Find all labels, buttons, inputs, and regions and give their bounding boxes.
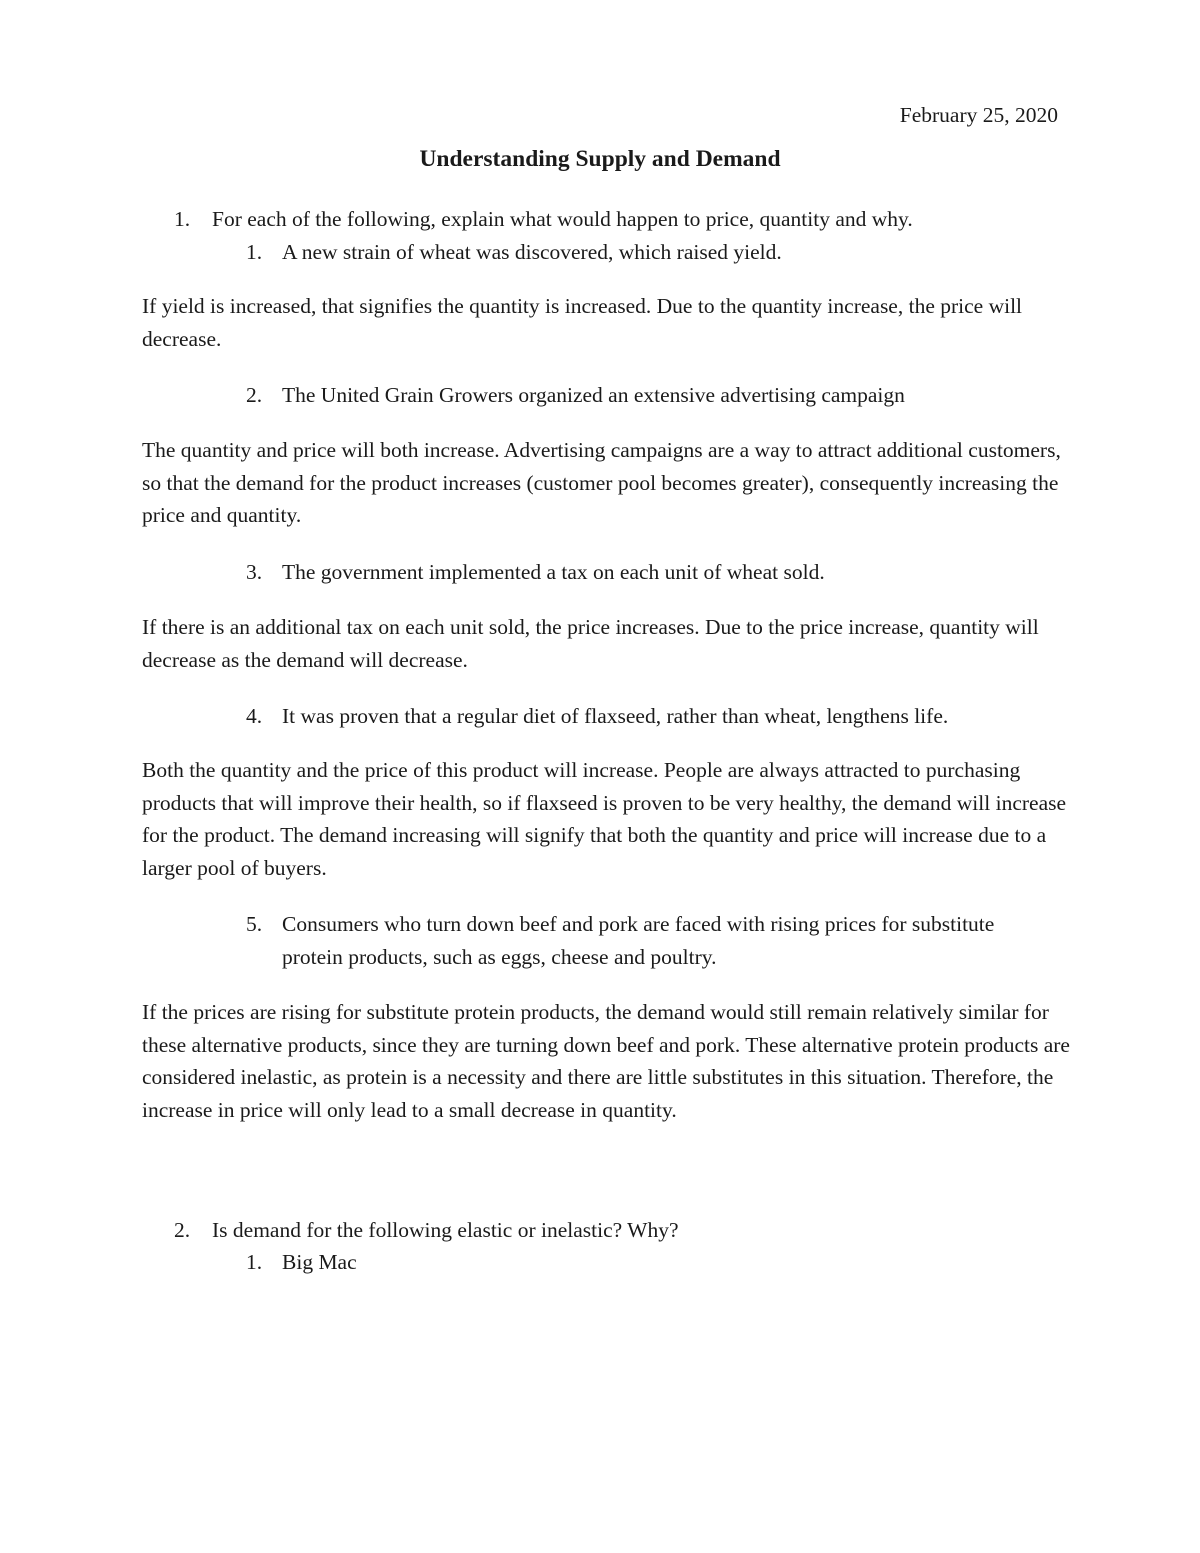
answer-5: If the prices are rising for substitute protein products, the demand would still remain relatively similar for these alternative products, since they are turning down beef and pork. These alternative protein products are considered inelastic, as protein is a necessity and there are little substitutes in this situation. Therefore, the increase in price will only lead to a small decrease in quantity.	[142, 1000, 1070, 1122]
document-date: February 25, 2020	[899, 103, 1058, 127]
question-2-number: 2.	[174, 1218, 191, 1242]
item-5-text: Consumers who turn down beef and pork are faced with rising prices for substitute protein products, such as eggs, cheese and poultry.	[282, 912, 995, 969]
item-4-number: 4.	[246, 704, 263, 728]
q2-item-1-text: Big Mac	[282, 1250, 357, 1274]
item-2-number: 2.	[246, 383, 263, 407]
answer-2: The quantity and price will both increase. Advertising campaigns are a way to attract additional customers, so that the demand for the product increases (customer pool becomes greater), consequently increasing the price and quantity.	[142, 438, 1061, 527]
item-1-number: 1.	[246, 240, 263, 264]
question-1-text: For each of the following, explain what would happen to price, quantity and why.	[212, 207, 913, 231]
answer-1: If yield is increased, that signifies the quantity is increased. Due to the quantity increase, the price will decrease.	[142, 294, 1023, 351]
item-1-text: A new strain of wheat was discovered, which raised yield.	[282, 240, 782, 264]
answer-3: If there is an additional tax on each unit sold, the price increases. Due to the price increase, quantity will decrease as the demand will decrease.	[142, 615, 1039, 672]
item-4-text: It was proven that a regular diet of flaxseed, rather than wheat, lengthens life.	[282, 704, 949, 728]
question-1-number: 1.	[174, 207, 191, 231]
q2-item-1-number: 1.	[246, 1250, 263, 1274]
question-2-text: Is demand for the following elastic or inelastic? Why?	[212, 1218, 679, 1242]
item-5-number: 5.	[246, 912, 263, 936]
item-3-number: 3.	[246, 560, 263, 584]
item-2-text: The United Grain Growers organized an extensive advertising campaign	[282, 383, 905, 407]
answer-4: Both the quantity and the price of this product will increase. People are always attracted to purchasing products that will improve their health, so if flaxseed is proven to be very healthy, the demand will increase for the product. The demand increasing will signify that both the quantity and price will increase due to a larger pool of buyers.	[142, 758, 1067, 880]
item-3-text: The government implemented a tax on each unit of wheat sold.	[282, 560, 825, 584]
document-title: Understanding Supply and Demand	[419, 146, 781, 172]
